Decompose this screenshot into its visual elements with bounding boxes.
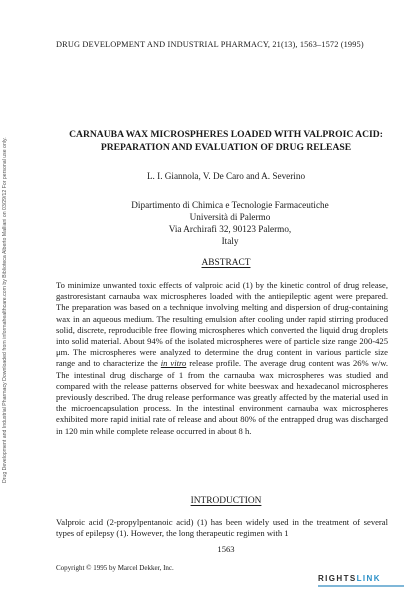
abstract-body — [56, 280, 388, 437]
introduction-heading — [56, 496, 396, 506]
affiliation-line: Dipartimento di Chimica e Tecnologie Farmaceutiche — [131, 200, 329, 210]
introduction-heading-text: INTRODUCTION — [190, 496, 262, 506]
page-number: 1563 — [217, 544, 235, 554]
rightslink-logo-dark: RIGHTS — [318, 574, 357, 583]
introduction-body: Valproic acid (2-propylpentanoic acid) (1) has been widely used in the treatment of several types of epilepsy (1). However, the long therapeutic regimen with 1 — [56, 517, 388, 539]
abstract-text-part1: To minimize unwanted toxic effects of valproic acid (1) by the kinetic control of drug release, gastroresistant carnauba wax microspheres loaded with the antiepileptic agent were prepared. The preparation was based on a technique involving melting and dispersion of drug-containing wax in an aqueous medium. The resulting emulsion after cooling under rapid stirring produced solid, discrete, reproducible free flowing microspheres which converted the liquid drug droplets into solid material. About 94% of the isolated microspheres were of particle size range 200-425 μm. The microspheres were analyzed to determine the drug content in various particle size range and to characterize the — [56, 280, 388, 369]
rightslink-logo-accent: LINK — [356, 574, 381, 583]
abstract-text-part2: release profile. The average drug content was 26% w/w. The intestinal drug discharge of 1 from the carnauba wax microspheres was studied and compared with the release patterns observed for white beeswax and hexadecanol microspheres previously described. The drug release performance was greatly affected by the material used in the microencapsulation process. In the intestinal environment carnauba wax microspheres exhibited more rapid initial rate of release and about 80% of the entrapped drug was discharged in 120 min while complete release occurred in about 8 h. — [56, 358, 389, 436]
article-title: CARNAUBA WAX MICROSPHERES LOADED WITH VALPROIC ACID: PREPARATION AND EVALUATION OF DRUG RELEASE — [69, 129, 383, 153]
rightslink-logo-underline — [318, 585, 404, 587]
abstract-heading — [56, 258, 396, 268]
affiliation-line: Università di Palermo — [189, 212, 271, 222]
article-authors: L. I. Giannola, V. De Caro and A. Severino — [146, 171, 306, 181]
affiliation-line: Via Archirafi 32, 90123 Palermo, — [168, 224, 292, 234]
download-watermark-note: Drug Development and Industrial Pharmacy Downloaded from informahealthcare.com by Biblioteca Alberto Malliani on 03/29/12 For personal use only. — [2, 137, 8, 483]
abstract-heading-text: ABSTRACT — [201, 258, 251, 268]
affiliation-line: Italy — [221, 236, 239, 246]
running-header: DRUG DEVELOPMENT AND INDUSTRIAL PHARMACY, 21(13), 1563–1572 (1995) — [56, 40, 364, 49]
author-affiliation — [100, 199, 360, 247]
copyright-line: Copyright © 1995 by Marcel Dekker, Inc. — [56, 564, 174, 572]
rightslink-logo[interactable] — [318, 574, 404, 588]
abstract-in-vitro-emphasis: in vitro — [160, 358, 187, 369]
